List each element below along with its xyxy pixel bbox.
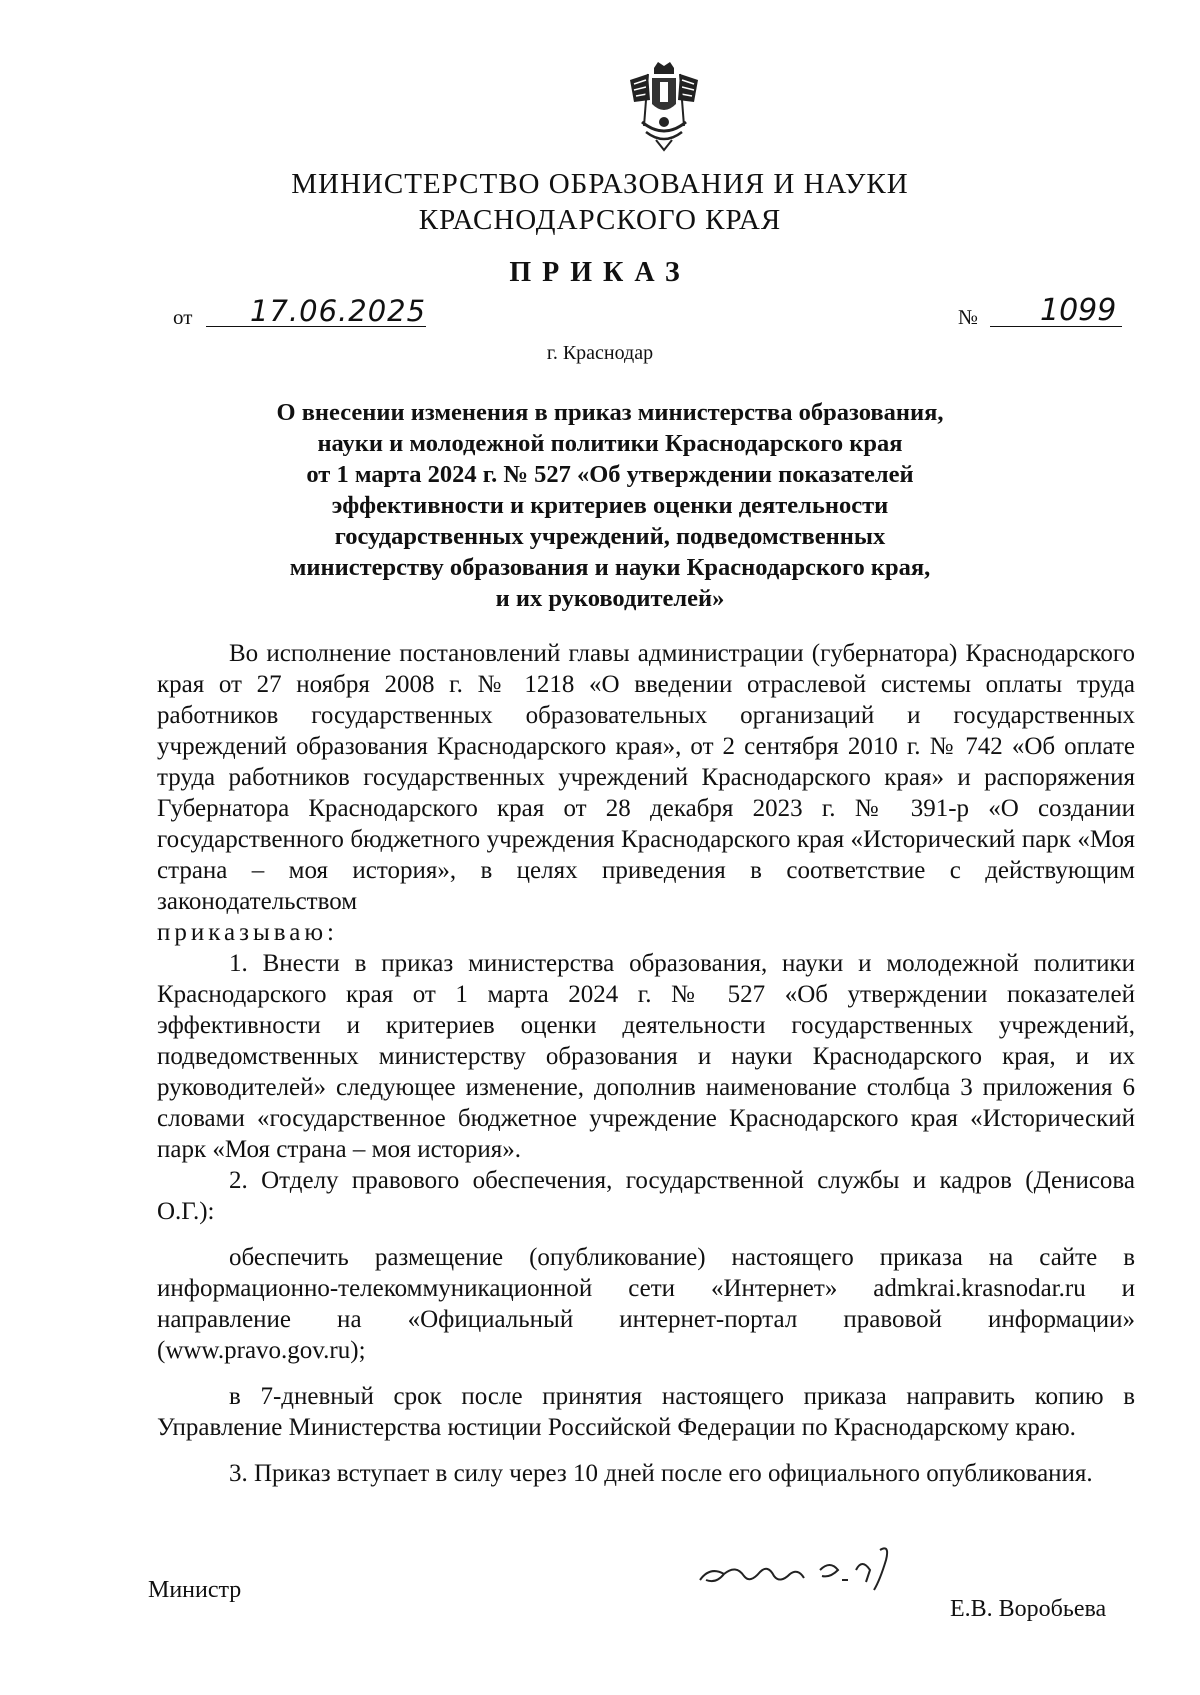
signatory-role: Министр: [148, 1577, 242, 1603]
subject-line: государственных учреждений, подведомственных: [334, 523, 886, 550]
subject-line: от 1 марта 2024 г. № 527 «Об утверждении показателей: [306, 461, 914, 488]
city: г. Краснодар: [546, 342, 654, 364]
item-1-paragraph: 1. Внести в приказ министерства образования, науки и молодежной политики Краснодарского края от 1 марта 2024 г. № 527 «Об утверждении показателей эффективности и критериев оценки деятельности государственных учреждений, подведомственных министерству образования и науки Краснодарского края, и их руководителей» следующее изменение, дополнив наименование столбца 3 приложения 6 словами «государственное бюджетное учреждение Краснодарского края «Исторический парк «Моя страна – моя история».: [157, 950, 1135, 1163]
document-type: ПРИКАЗ: [509, 257, 691, 288]
ministry-name-line2: КРАСНОДАРСКОГО КРАЯ: [418, 204, 782, 236]
subject-line: науки и молодежной политики Краснодарского края: [317, 430, 903, 457]
subject-line: О внесении изменения в приказ министерства образования,: [276, 399, 944, 426]
order-date: 17.06.2025: [250, 294, 427, 328]
number-label: №: [958, 305, 979, 329]
item-2-paragraph: 2. Отделу правового обеспечения, государственной службы и кадров (Денисова О.Г.):: [157, 1167, 1135, 1225]
date-label: от: [173, 305, 193, 329]
subject-line: эффективности и критериев оценки деятельности: [331, 492, 889, 519]
subject-line: министерству образования и науки Краснодарского края,: [289, 554, 931, 581]
item-2b-paragraph: в 7-дневный срок после принятия настоящего приказа направить копию в Управление Министерства юстиции Российской Федерации по Краснодарскому краю.: [157, 1383, 1135, 1441]
preamble-paragraph: Во исполнение постановлений главы администрации (губернатора) Краснодарского края от 27 ноября 2008 г. № 1218 «О введении отраслевой системы оплаты труда работников государственных образовательных организаций и государственных учреждений образования Краснодарского края», от 2 сентября 2010 г. № 742 «Об оплате труда работников государственных учреждений Краснодарского края» и распоряжения Губернатора Краснодарского края от 28 декабря 2023 г. № 391-р «О создании государственного бюджетного учреждения Краснодарского края «Исторический парк «Моя страна – моя история», в целях приведения в соответствие с действующим законодательством: [157, 640, 1135, 915]
order-word: приказываю:: [157, 919, 338, 946]
order-number: 1099: [1040, 293, 1117, 328]
signatory-name: Е.В. Воробьева: [950, 1596, 1107, 1622]
krasnodar-coat-of-arms-icon: [626, 60, 702, 152]
item-2a-paragraph: обеспечить размещение (опубликование) настоящего приказа на сайте в информационно-телекоммуникационной сети «Интернет» admkrai.krasnodar.ru и направление на «Официальный интернет-портал правовой информации» (www.pravo.gov.ru);: [157, 1244, 1135, 1364]
order-subject: [240, 397, 980, 614]
ministry-name-line1: МИНИСТЕРСТВО ОБРАЗОВАНИЯ И НАУКИ: [291, 168, 909, 200]
subject-line: и их руководителей»: [495, 585, 725, 612]
item-3-paragraph: 3. Приказ вступает в силу через 10 дней после его официального опубликования.: [229, 1460, 1093, 1487]
handwritten-signature: [690, 1540, 930, 1600]
order-body: [157, 638, 1135, 1489]
